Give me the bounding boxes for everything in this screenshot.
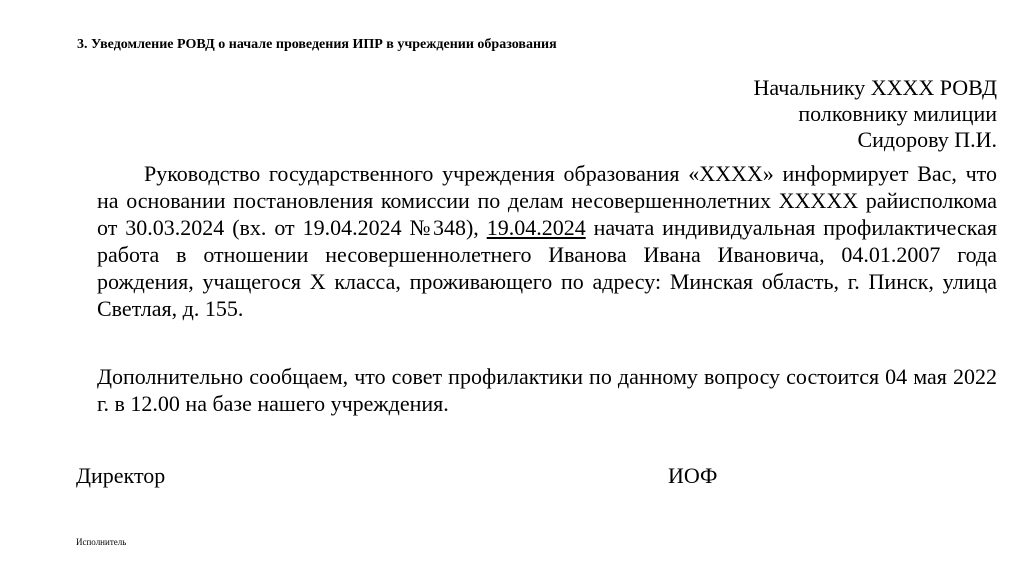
addressee-line-name: Сидорову П.И. [857, 127, 997, 152]
signature-name: ИОФ [668, 463, 718, 488]
work-start-date: 19.04.2024 [486, 215, 586, 240]
signature-role: Директор [76, 463, 166, 488]
additional-info-paragraph: Дополнительно сообщаем, что совет профилактики по данному вопросу состоится 04 мая 2022 г. в 12.00 на базе нашего учреждения. [97, 364, 997, 416]
document-heading: 3. Уведомление РОВД о начале проведения ИПР в учреждении образования [77, 37, 557, 52]
executor-label: Исполнитель [76, 537, 127, 547]
addressee-block [753, 75, 997, 153]
addressee-line-title: Начальнику XXXX РОВД [753, 75, 997, 100]
paragraph-text-start: Руководство государственного учреждения образования «XXXX» информирует Вас, что на основании постановления комиссии по делам несовершеннолетних XXXXX райисполкома от 30.03.2024 (вх. от 19.04.2024 №348), [97, 161, 997, 240]
paragraph-text-end: начата индивидуальная профилактическая работа в отношении несовершеннолетнего Иванова Ивана Ивановича, 04.01.2007 года рождения, учащегося Х класса, проживающего по адресу: Минская область, г. Пинск, улица Светлая, д. 155. [97, 215, 997, 321]
addressee-line-rank: полковнику милиции [798, 101, 997, 126]
notification-paragraph [97, 160, 997, 322]
